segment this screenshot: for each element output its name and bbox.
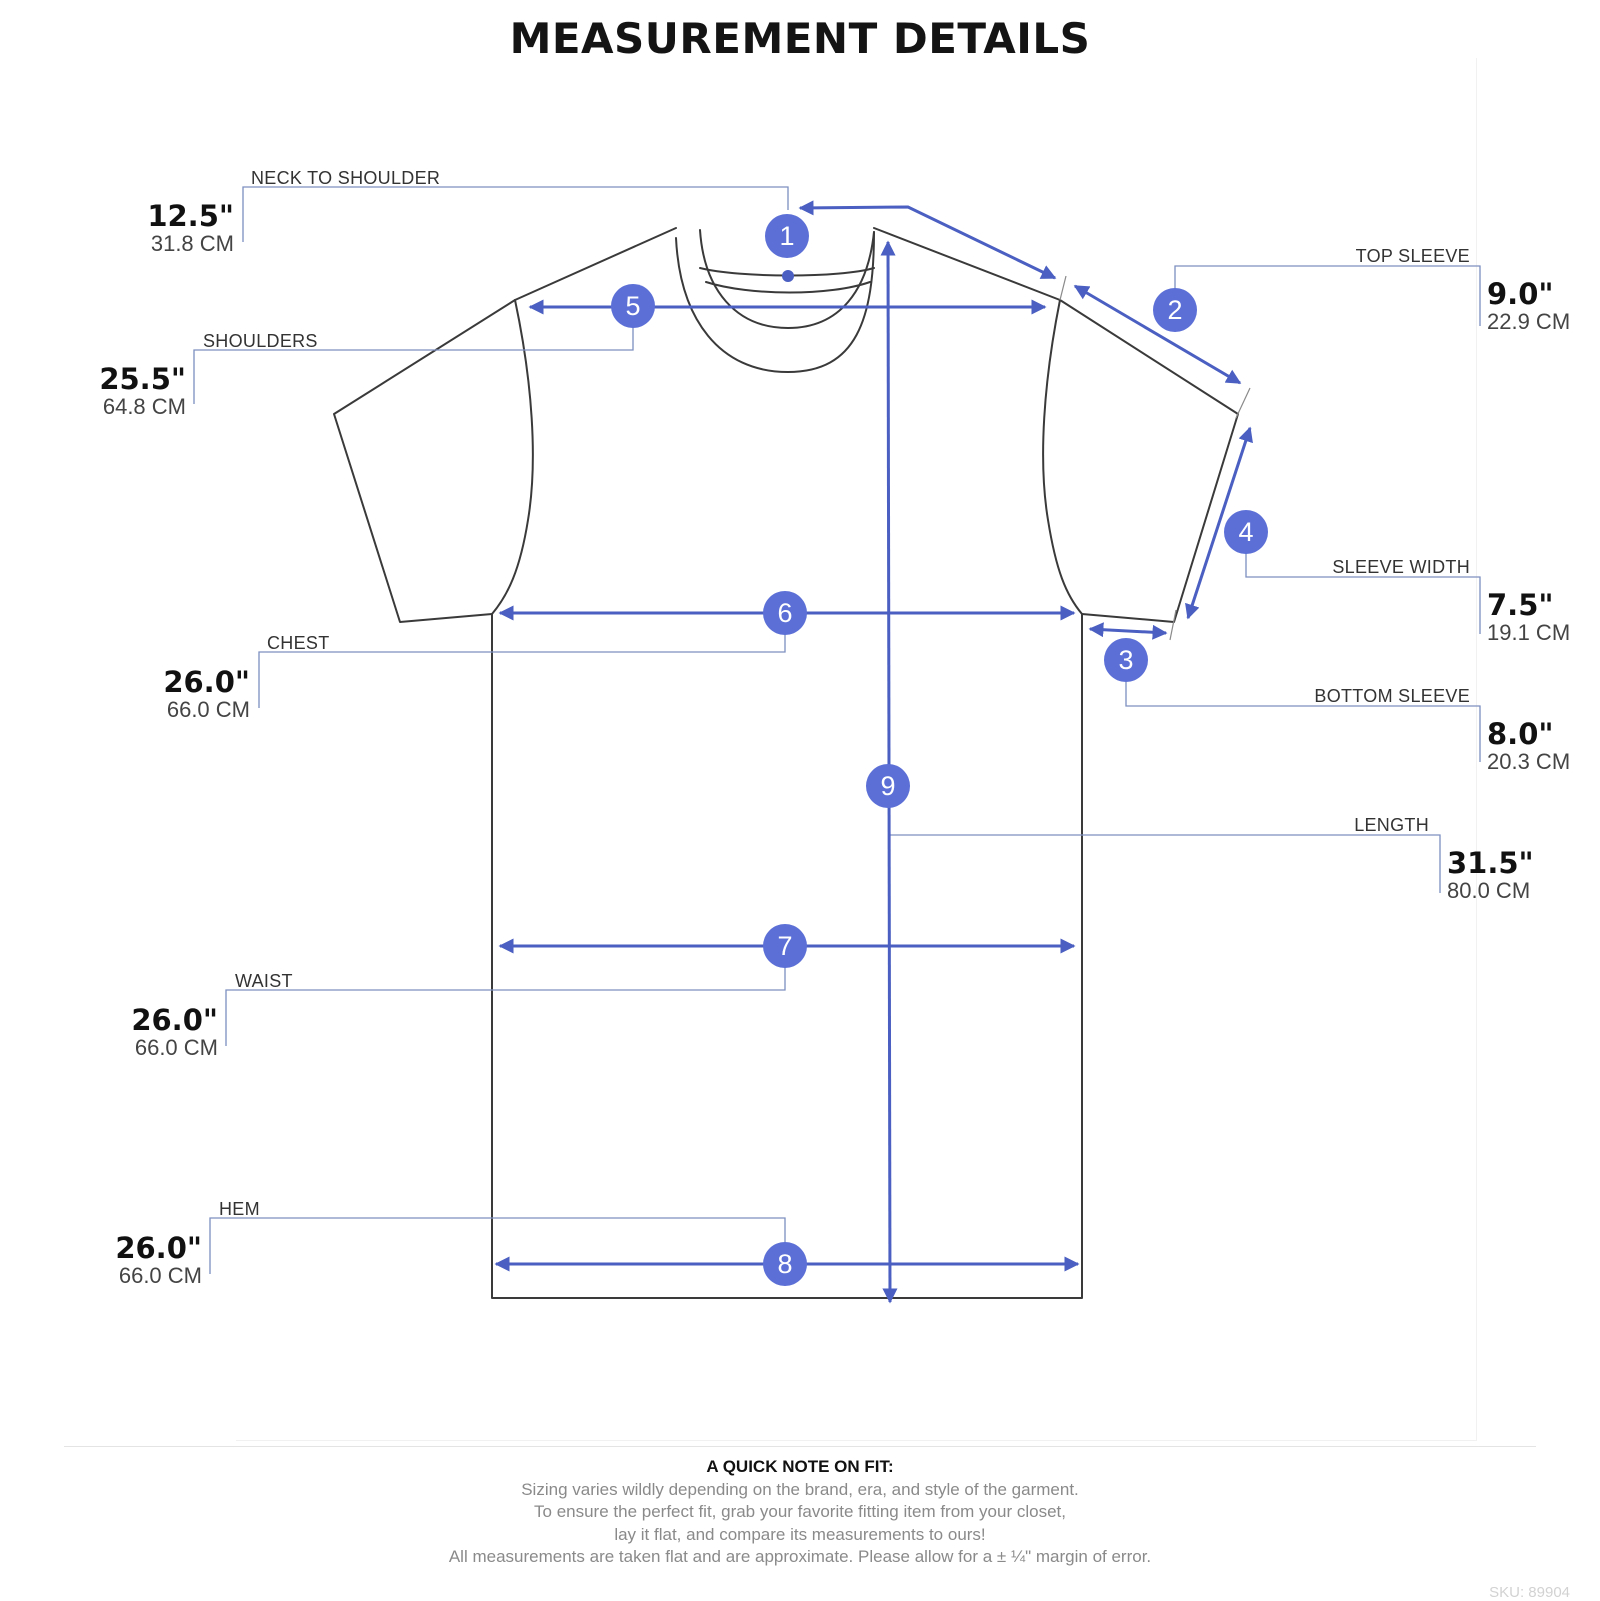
tick-shoulder-seam [1060, 276, 1066, 300]
label-shoulders: SHOULDERS [203, 331, 318, 351]
value-sleeve-width-inches: 7.5" [1487, 588, 1554, 622]
label-chest: CHEST [267, 633, 330, 653]
value-chest-cm: 66.0 CM [166, 697, 250, 722]
neck-point-dot [782, 270, 794, 282]
fit-note [0, 1456, 1600, 1569]
leader-hem [210, 1218, 785, 1274]
value-length-cm: 80.0 CM [1447, 878, 1531, 903]
value-hem-inches: 26.0" [115, 1231, 202, 1265]
badge-6 [763, 591, 807, 635]
page-title: MEASUREMENT DETAILS [509, 14, 1091, 63]
value-neck-to-shoulder-inches: 12.5" [147, 199, 234, 233]
value-bottom-sleeve [1487, 717, 1571, 774]
badge-9 [866, 764, 910, 808]
value-length [1447, 846, 1534, 903]
collar-back-2 [706, 282, 870, 293]
tshirt-outline [334, 228, 1238, 1298]
badge-7-number: 7 [777, 931, 793, 961]
value-sleeve-width-cm: 19.1 CM [1487, 620, 1571, 645]
value-length-inches: 31.5" [1447, 846, 1534, 880]
badge-1-number: 1 [779, 221, 795, 251]
badge-8-number: 8 [777, 1249, 793, 1279]
value-shoulders [99, 362, 186, 419]
leader-top-sleeve [1175, 266, 1480, 326]
badge-3 [1104, 638, 1148, 682]
right-armhole-seam [1043, 300, 1082, 614]
badge-4 [1224, 510, 1268, 554]
value-top-sleeve [1487, 277, 1571, 334]
badge-3-number: 3 [1118, 645, 1134, 675]
value-chest [163, 665, 250, 722]
label-hem: HEM [219, 1199, 260, 1219]
value-shoulders-cm: 64.8 CM [102, 394, 186, 419]
fit-note-line-1: Sizing varies wildly depending on the brand, era, and style of the garment. [521, 1479, 1079, 1499]
badge-6-number: 6 [777, 598, 793, 628]
arrow-bottom-sleeve [1090, 629, 1166, 633]
footer-divider [64, 1446, 1536, 1447]
sleeve-tick-marks [1060, 276, 1250, 640]
fit-note-line-3: lay it flat, and compare its measurements to ours! [614, 1524, 986, 1544]
badge-7 [763, 924, 807, 968]
leader-waist [226, 947, 785, 1046]
badge-8 [763, 1242, 807, 1286]
value-waist-cm: 66.0 CM [134, 1035, 218, 1060]
badge-2-number: 2 [1167, 295, 1183, 325]
value-bottom-sleeve-cm: 20.3 CM [1487, 749, 1571, 774]
fit-note-line-2: To ensure the perfect fit, grab your favorite fitting item from your closet, [534, 1502, 1066, 1521]
shirt-body-outline [334, 228, 1238, 1298]
label-sleeve-width: SLEEVE WIDTH [1332, 557, 1470, 577]
value-neck-to-shoulder-cm: 31.8 CM [150, 231, 234, 256]
leader-neck-to-shoulder [243, 187, 788, 242]
arrow-neck-to-shoulder [800, 207, 1055, 278]
label-neck-to-shoulder: NECK TO SHOULDER [251, 168, 441, 188]
measurement-arrows [496, 207, 1250, 1302]
value-top-sleeve-cm: 22.9 CM [1487, 309, 1571, 334]
badge-4-number: 4 [1238, 517, 1254, 547]
badge-1 [765, 214, 809, 258]
left-armhole-seam [492, 300, 533, 614]
value-sleeve-width [1487, 588, 1571, 645]
badge-2 [1153, 288, 1197, 332]
value-waist-inches: 26.0" [131, 1003, 218, 1037]
tick-sleeve-bottom [1170, 610, 1176, 640]
value-chest-inches: 26.0" [163, 665, 250, 699]
label-waist: WAIST [235, 971, 293, 991]
badge-5 [611, 284, 655, 328]
tick-sleeve-top [1236, 388, 1250, 418]
label-bottom-sleeve: BOTTOM SLEEVE [1314, 686, 1470, 706]
value-shoulders-inches: 25.5" [99, 362, 186, 396]
sku-label: SKU: 89904 [1489, 1584, 1570, 1601]
leader-chest [259, 626, 785, 708]
value-hem-cm: 66.0 CM [118, 1263, 202, 1288]
value-waist [131, 1003, 218, 1060]
fit-note-line-4: All measurements are taken flat and are approximate. Please allow for a ± ¼" margin of error. [448, 1547, 1152, 1566]
value-bottom-sleeve-inches: 8.0" [1487, 717, 1554, 751]
value-neck-to-shoulder [147, 199, 234, 256]
fit-note-heading: A QUICK NOTE ON FIT: [706, 1457, 894, 1476]
value-top-sleeve-inches: 9.0" [1487, 277, 1554, 311]
leader-length [888, 835, 1440, 893]
label-length: LENGTH [1354, 815, 1429, 835]
label-top-sleeve: TOP SLEEVE [1355, 246, 1470, 266]
badge-9-number: 9 [880, 771, 896, 801]
leader-lines [194, 187, 1480, 1274]
badge-5-number: 5 [625, 291, 641, 321]
value-hem [115, 1231, 202, 1288]
